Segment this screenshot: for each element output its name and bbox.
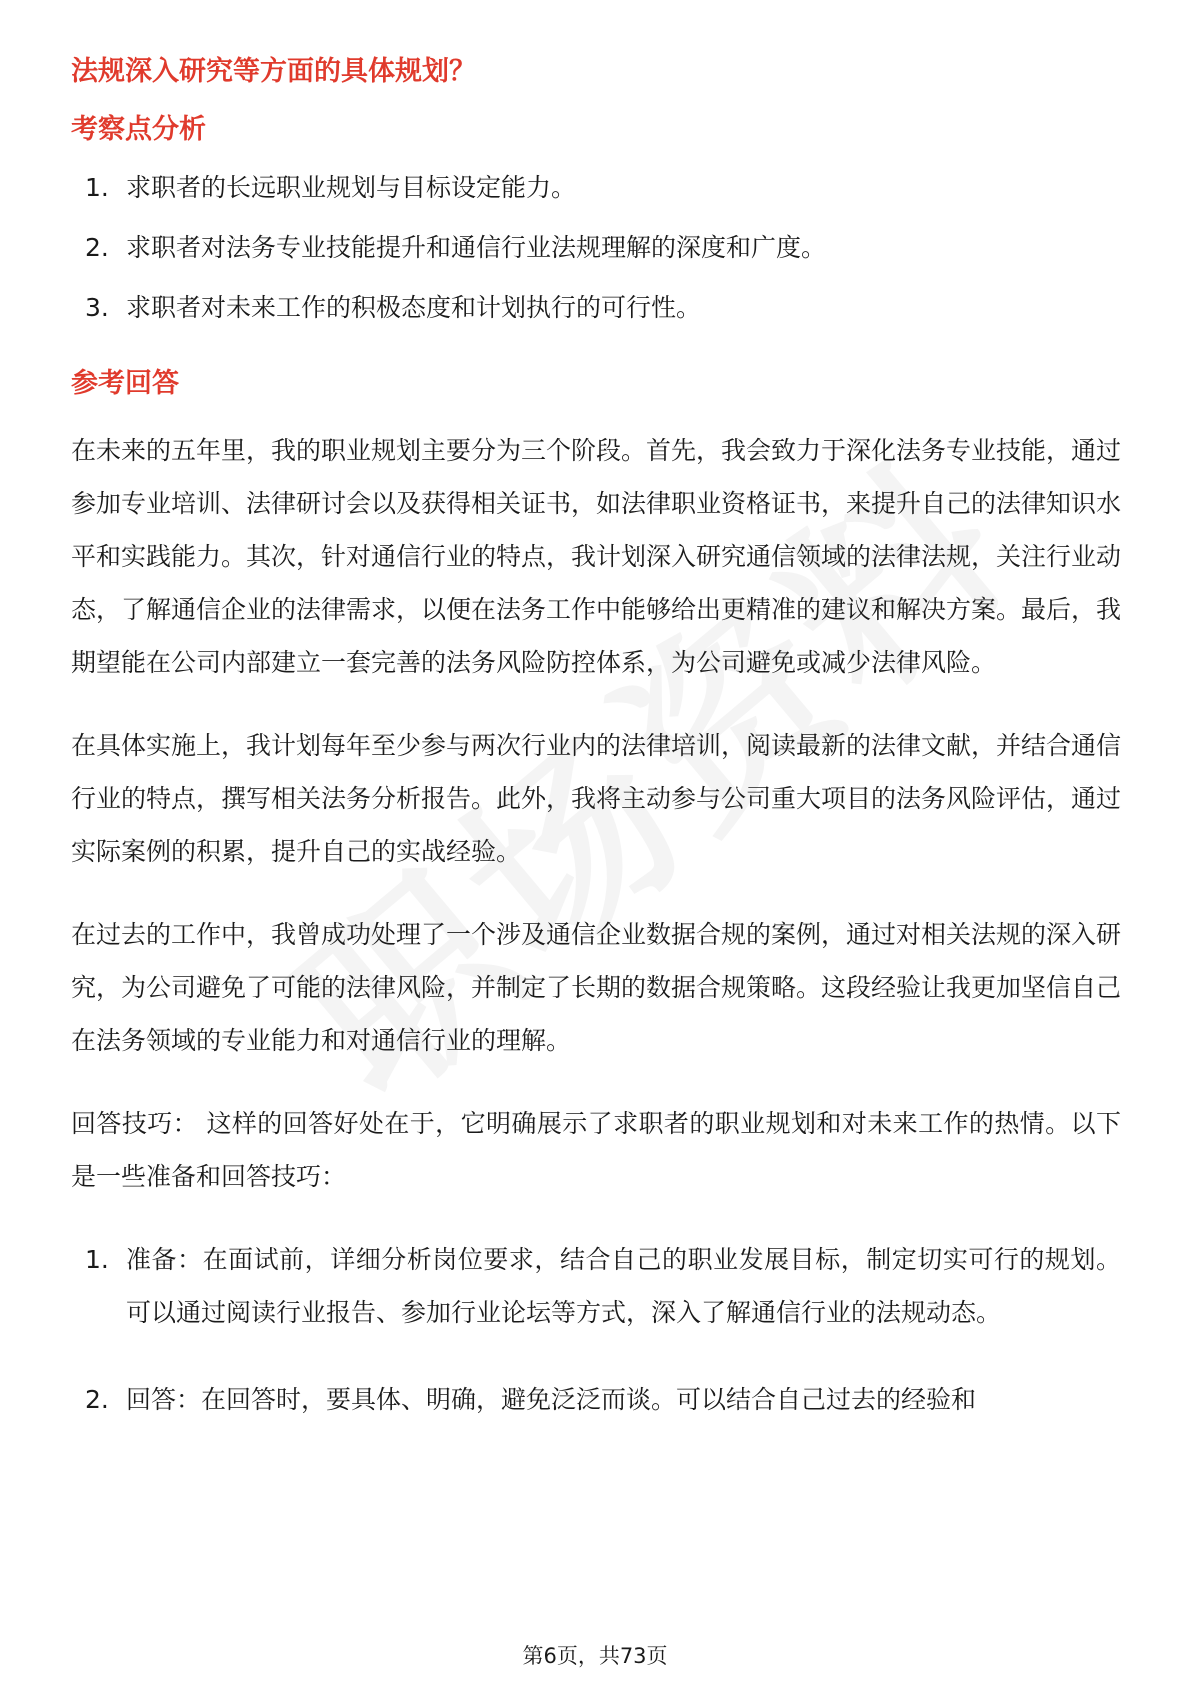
list-item-text: 准备：在面试前，详细分析岗位要求，结合自己的职业发展目标，制定切实可行的规划。可以通过阅读行业报告、参加行业论坛等方式，深入了解通信行业的法规动态。 [126,1245,1121,1327]
list-item [71,228,1121,268]
answer-paragraph: 在未来的五年里，我的职业规划主要分为三个阶段。首先，我会致力于深化法务专业技能，通过参加专业培训、法律研讨会以及获得相关证书，如法律职业资格证书，来提升自己的法律知识水平和实践能力。其次，针对通信行业的特点，我计划深入研究通信领域的法律法规，关注行业动态，了解通信企业的法律需求，以便在法务工作中能够给出更精准的建议和解决方案。最后，我期望能在公司内部建立一套完善的法务风险防控体系，为公司避免或减少法律风险。 [71,436,1122,677]
list-item [71,168,1121,208]
list-item-text: 求职者对未来工作的积极态度和计划执行的可行性。 [126,293,702,322]
list-item-text: 回答：在回答时，要具体、明确，避免泛泛而谈。可以结合自己过去的经验和 [126,1385,977,1414]
tips-intro-paragraph: 回答技巧： 这样的回答好处在于，它明确展示了求职者的职业规划和对未来工作的热情。以下是一些准备和回答技巧： [71,1109,1121,1191]
list-item-text: 求职者的长远职业规划与目标设定能力。 [126,173,577,202]
answer-paragraph: 在过去的工作中，我曾成功处理了一个涉及通信企业数据合规的案例，通过对相关法规的深入研究，为公司避免了可能的法律风险，并制定了长期的数据合规策略。这段经验让我更加坚信自己在法务领域的专业能力和对通信行业的理解。 [71,920,1122,1055]
analysis-heading: 考察点分析 [71,114,206,145]
list-item-text: 求职者对法务专业技能提升和通信行业法规理解的深度和广度。 [126,233,827,262]
page-footer: 第6页，共73页 [522,1644,668,1668]
page-content [71,52,1121,1460]
list-item [71,1373,1121,1426]
answer-paragraph: 在具体实施上，我计划每年至少参与两次行业内的法律培训，阅读最新的法律文献，并结合通信行业的特点，撰写相关法务分析报告。此外，我将主动参与公司重大项目的法务风险评估，通过实际案例的积累，提升自己的实战经验。 [71,731,1122,866]
list-item-number: 2. [85,1385,109,1414]
list-item-number: 1. [85,173,109,202]
list-item-number: 1. [85,1245,109,1274]
list-item-number: 3. [85,293,109,322]
answer-heading: 参考回答 [71,368,179,399]
list-item [71,1233,1121,1339]
question-heading: 法规深入研究等方面的具体规划？ [71,56,476,87]
analysis-list [71,168,1121,328]
tips-list [71,1233,1121,1426]
list-item [71,288,1121,328]
list-item-number: 2. [85,233,109,262]
